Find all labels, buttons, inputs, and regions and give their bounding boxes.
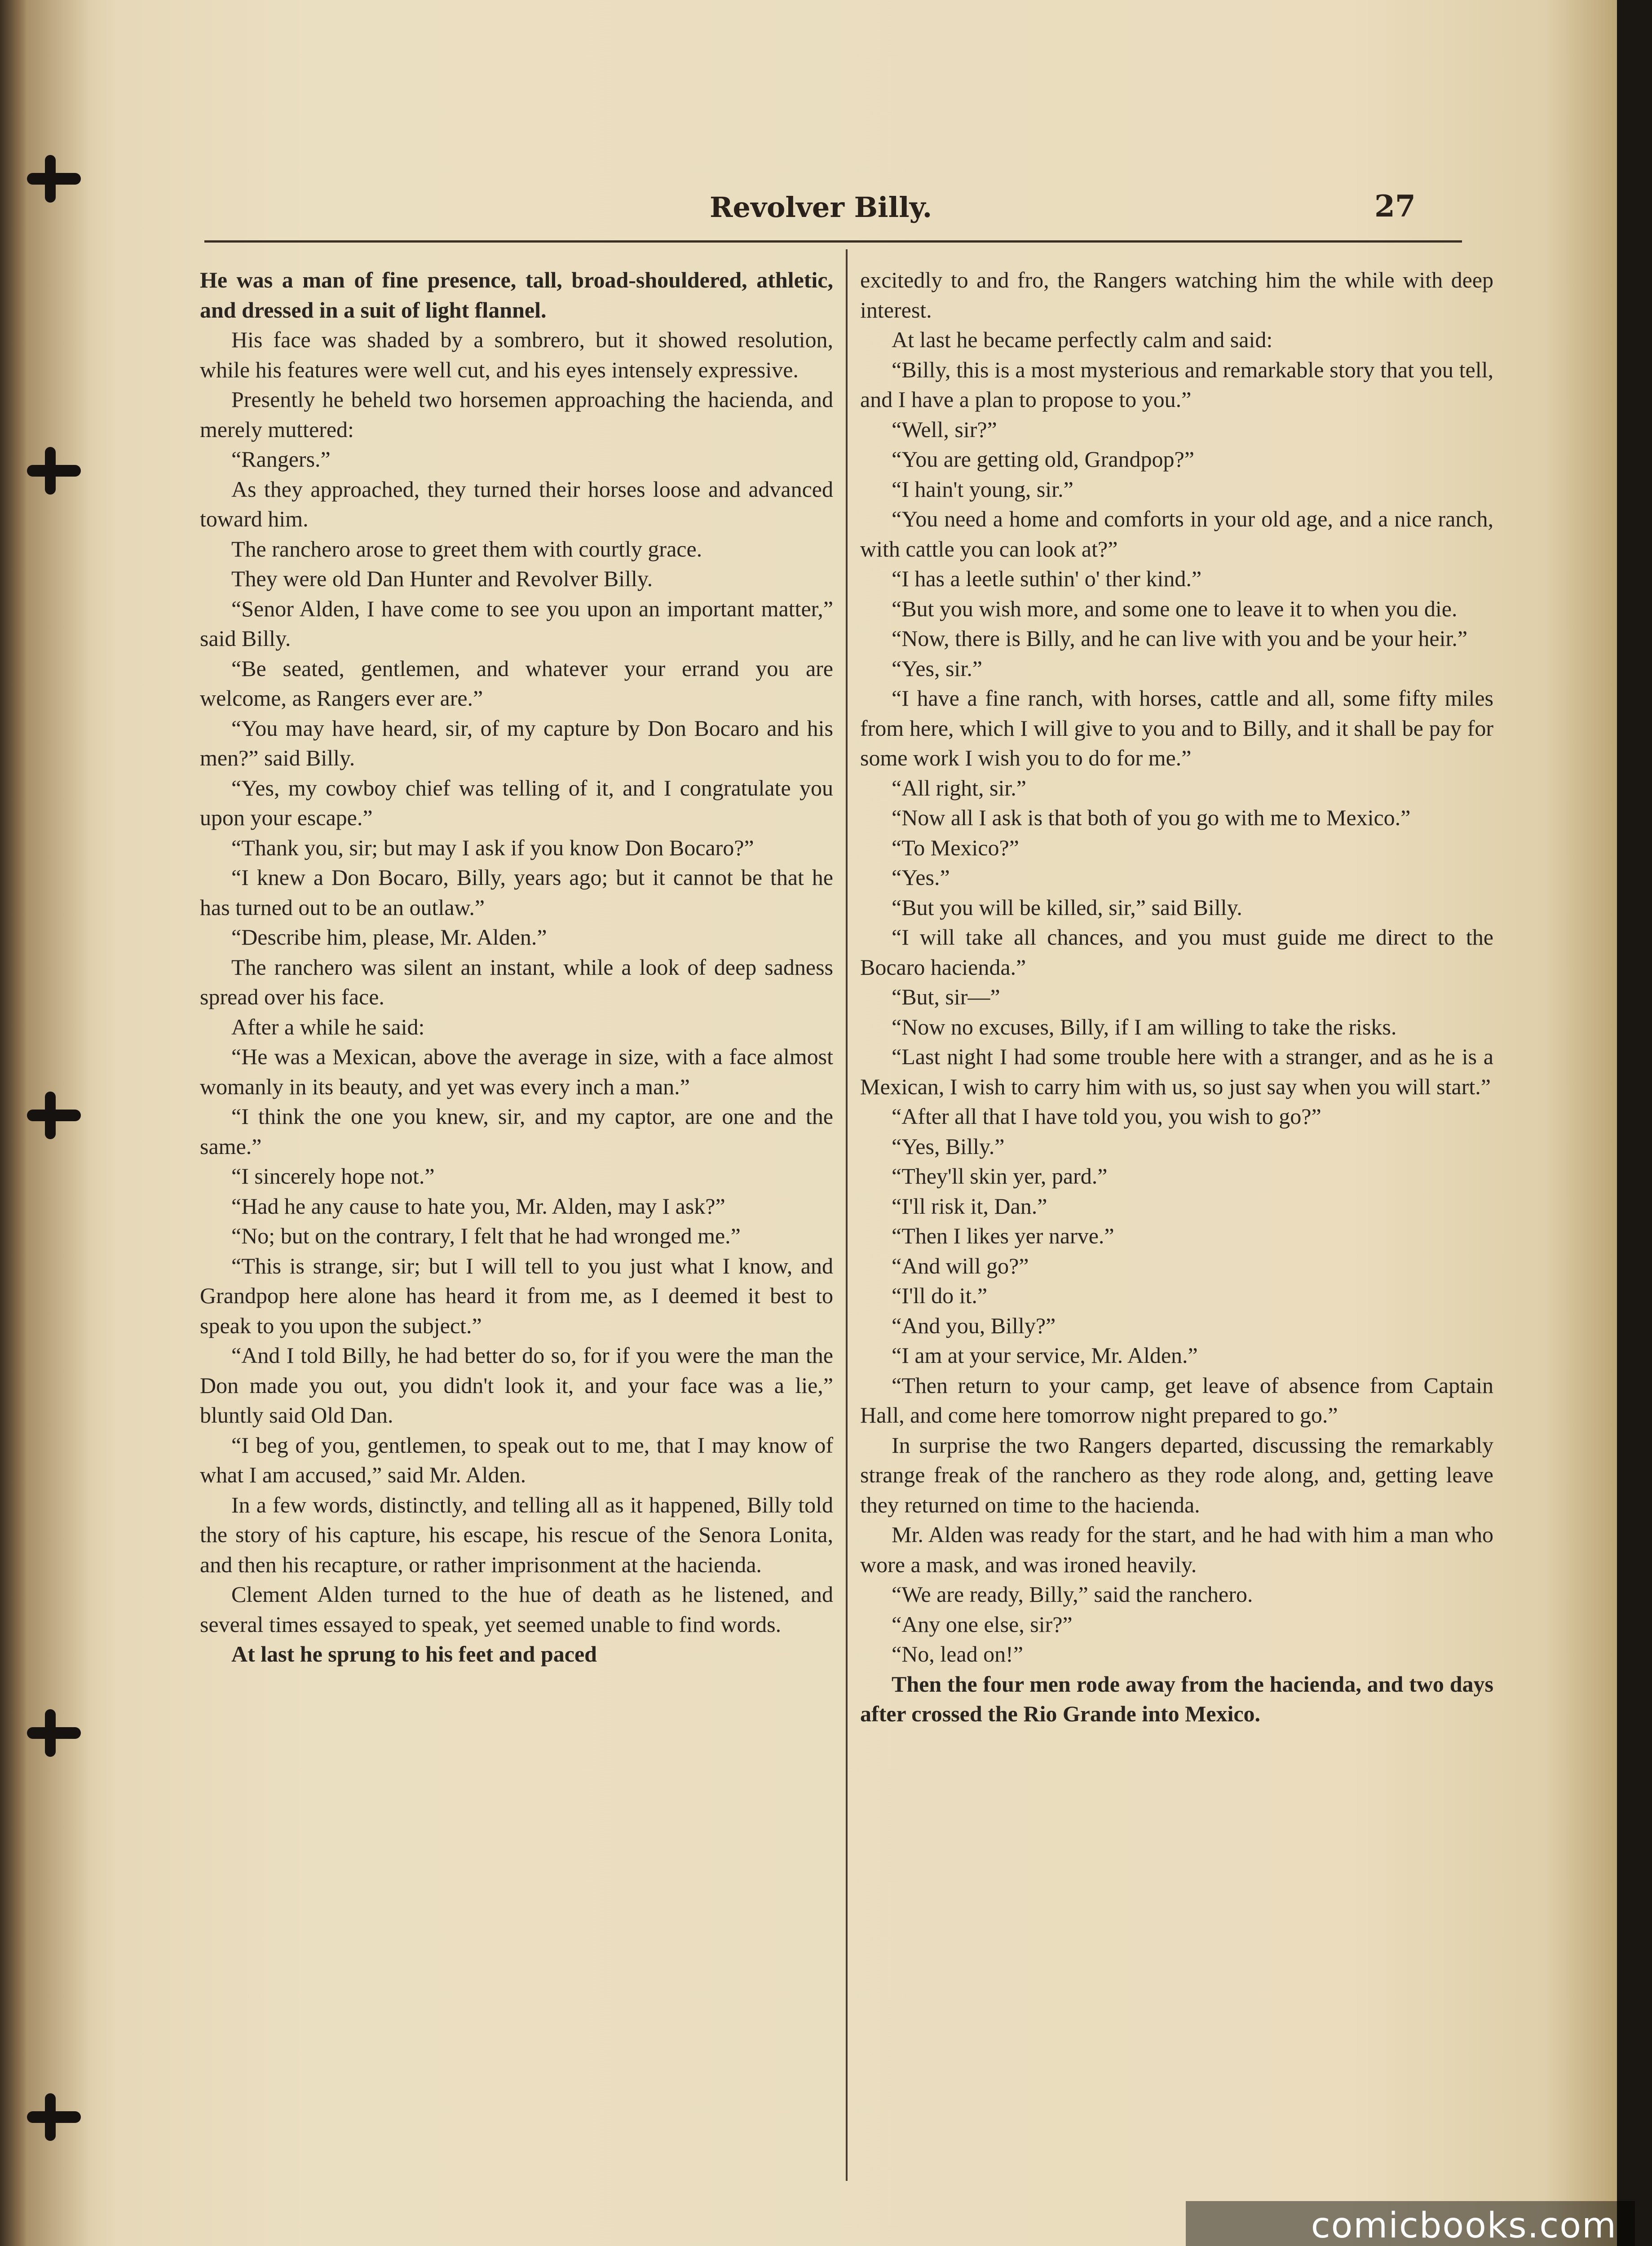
paragraph: After a while he said: (231, 1014, 425, 1039)
paragraph: “I think the one you knew, sir, and my captor, are one and the same.” (200, 1104, 833, 1159)
paragraph: “To Mexico?” (892, 835, 1019, 860)
paragraph: “Then I likes yer narve.” (892, 1223, 1114, 1248)
paragraph: Presently he beheld two horsemen approaching the hacienda, and merely muttered: (200, 387, 833, 442)
paragraph: “I have a fine ranch, with horses, cattle and all, some fifty miles from here, which I will give to you and to Billy, and it shall be pay for some work I wish you to do for me.” (860, 685, 1493, 770)
paragraph: “No; but on the contrary, I felt that he had wronged me.” (231, 1223, 741, 1248)
paragraph: In surprise the two Rangers departed, discussing the remarkably strange freak of the ranchero as they rode along, and, getting leave they returned on time to the hacienda. (860, 1432, 1493, 1517)
paragraph: “I hain't young, sir.” (892, 476, 1073, 502)
binding-stitch (27, 2111, 81, 2123)
right-column (860, 265, 1493, 1729)
paragraph: “Yes, my cowboy chief was telling of it, and I congratulate you upon your escape.” (200, 775, 833, 830)
paragraph: “Describe him, please, Mr. Alden.” (231, 924, 547, 950)
paragraph: The ranchero was silent an instant, while a look of deep sadness spread over his face. (200, 954, 833, 1009)
paragraph: Mr. Alden was ready for the start, and he had with him a man who wore a mask, and was ironed heavily. (860, 1522, 1493, 1577)
paragraph: “I knew a Don Bocaro, Billy, years ago; but it cannot be that he has turned out to be an outlaw.” (200, 865, 833, 920)
paragraph: “But, sir—” (892, 984, 1000, 1009)
paragraph: They were old Dan Hunter and Revolver Billy. (231, 566, 653, 591)
header-rule (204, 240, 1462, 243)
left-column (200, 265, 833, 1669)
binding-stitch (27, 173, 81, 185)
watermark-banner (1186, 2201, 1635, 2246)
paragraph: “This is strange, sir; but I will tell to you just what I know, and Grandpop here alone has heard it from me, as I deemed it best to speak to you upon the subject.” (200, 1253, 833, 1338)
paragraph: “Well, sir?” (892, 416, 997, 442)
paragraph: “I'll risk it, Dan.” (892, 1193, 1047, 1219)
paragraph: At last he sprung to his feet and paced (231, 1641, 597, 1667)
paragraph: “Now all I ask is that both of you go with me to Mexico.” (892, 805, 1411, 830)
paragraph: In a few words, distinctly, and telling all as it happened, Billy told the story of his capture, his escape, his rescue of the Senora Lonita, and then his recapture, or rather imprisonment at the hacienda. (200, 1492, 833, 1577)
paragraph: As they approached, they turned their horses loose and advanced toward him. (200, 476, 833, 531)
column-divider (846, 249, 848, 2181)
paragraph: Then the four men rode away from the hacienda, and two days after crossed the Rio Grande into Mexico. (860, 1671, 1493, 1726)
paragraph: “I sincerely hope not.” (231, 1163, 435, 1189)
paragraph: “Senor Alden, I have come to see you upon an important matter,” said Billy. (200, 596, 833, 651)
paragraph: “I will take all chances, and you must guide me direct to the Bocaro hacienda.” (860, 924, 1493, 980)
paragraph: “They'll skin yer, pard.” (892, 1163, 1108, 1189)
paragraph: “After all that I have told you, you wish to go?” (892, 1104, 1321, 1129)
paragraph: His face was shaded by a sombrero, but it showed resolution, while his features were well cut, and his eyes intensely expressive. (200, 327, 833, 382)
paragraph: “Be seated, gentlemen, and whatever your errand you are welcome, as Rangers ever are.” (200, 655, 833, 711)
paragraph: “I has a leetle suthin' o' ther kind.” (892, 566, 1202, 591)
paragraph: The ranchero arose to greet them with courtly grace. (231, 536, 702, 562)
binding-stitch (27, 465, 81, 477)
paragraph: “Then return to your camp, get leave of absence from Captain Hall, and come here tomorrow night prepared to go.” (860, 1372, 1493, 1428)
paragraph: “And will go?” (892, 1253, 1029, 1278)
paragraph: “Last night I had some trouble here with a stranger, and as he is a Mexican, I wish to carry him with us, so just say when you will start.” (860, 1044, 1493, 1099)
binding-edge (0, 0, 27, 2246)
paragraph: “You may have heard, sir, of my capture by Don Bocaro and his men?” said Billy. (200, 715, 833, 770)
watermark-text: comicbooks.com (1311, 2206, 1617, 2246)
running-title: Revolver Billy. (710, 191, 932, 224)
paragraph: He was a man of fine presence, tall, broad-shouldered, athletic, and dressed in a suit of light flannel. (200, 267, 833, 323)
paragraph: “Thank you, sir; but may I ask if you know Don Bocaro?” (231, 835, 754, 860)
paragraph: “He was a Mexican, above the average in size, with a face almost womanly in its beauty, and yet was every inch a man.” (200, 1044, 833, 1099)
paragraph: “You are getting old, Grandpop?” (892, 447, 1194, 472)
paragraph: “I am at your service, Mr. Alden.” (892, 1343, 1198, 1368)
paragraph: “And you, Billy?” (892, 1313, 1056, 1338)
binding-stitch (27, 1110, 81, 1121)
paragraph: “Yes.” (892, 865, 950, 890)
paragraph: “Now, there is Billy, and he can live with you and be your heir.” (892, 626, 1468, 651)
paragraph: “All right, sir.” (892, 775, 1026, 800)
paragraph: “Yes, sir.” (892, 655, 982, 681)
paragraph: excitedly to and fro, the Rangers watching him the while with deep interest. (860, 267, 1493, 323)
paragraph: “Had he any cause to hate you, Mr. Alden, may I ask?” (231, 1193, 725, 1219)
binding-stitch (27, 1727, 81, 1739)
paragraph: At last he became perfectly calm and said: (892, 327, 1273, 352)
paragraph: “I'll do it.” (892, 1283, 988, 1308)
paragraph: “But you wish more, and some one to leave it to when you die. (892, 596, 1458, 621)
paragraph: “And I told Billy, he had better do so, for if you were the man the Don made you out, you didn't look it, and your face was a lie,” bluntly said Old Dan. (200, 1343, 833, 1428)
paragraph: “But you will be killed, sir,” said Billy. (892, 894, 1242, 920)
paragraph: “Now no excuses, Billy, if I am willing to take the risks. (892, 1014, 1397, 1039)
paragraph: “Billy, this is a most mysterious and remarkable story that you tell, and I have a plan to propose to you.” (860, 357, 1493, 412)
paragraph: “No, lead on!” (892, 1641, 1023, 1667)
paragraph: “Any one else, sir?” (892, 1611, 1073, 1637)
page-number: 27 (1374, 189, 1416, 224)
paragraph: “Rangers.” (231, 447, 331, 472)
paragraph: “You need a home and comforts in your old age, and a nice ranch, with cattle you can look at?” (860, 506, 1493, 562)
paragraph: “We are ready, Billy,” said the ranchero. (892, 1582, 1253, 1607)
paragraph: “I beg of you, gentlemen, to speak out to me, that I may know of what I am accused,” said Mr. Alden. (200, 1432, 833, 1487)
paragraph: Clement Alden turned to the hue of death as he listened, and several times essayed to speak, yet seemed unable to find words. (200, 1582, 833, 1637)
paragraph: “Yes, Billy.” (892, 1133, 1005, 1159)
